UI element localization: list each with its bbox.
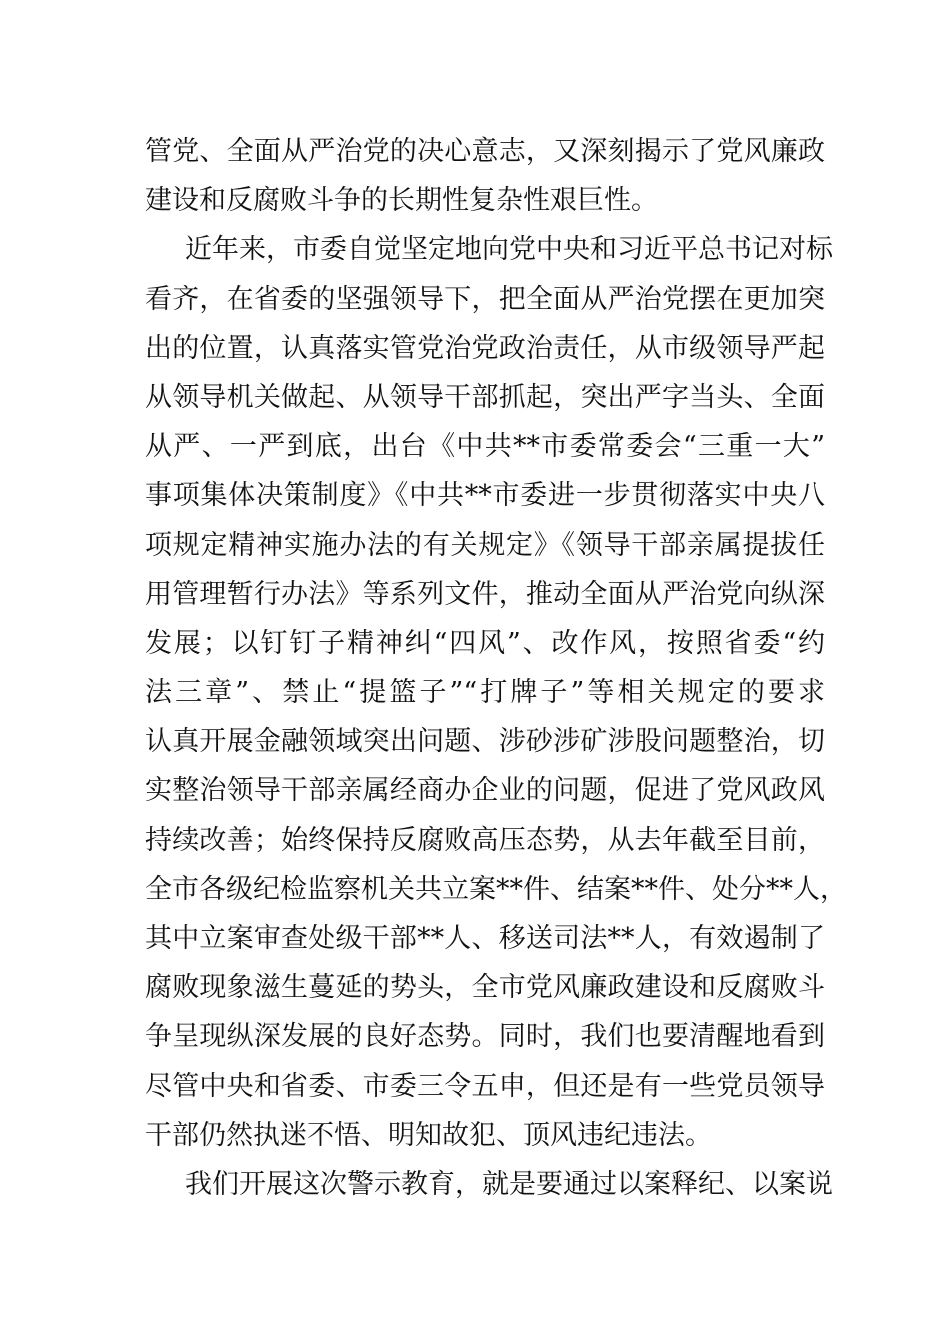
text-line: 从领导机关做起、从领导干部抓起，突出严字当头、全面 [145,381,825,413]
text-line: 实整治领导干部亲属经商办企业的问题，促进了党风政风 [145,775,825,807]
text-line: 出的位置，认真落实管党治党政治责任，从市级领导严起 [145,332,825,364]
text-line: 尽管中央和省委、市委三令五申，但还是有一些党员领导 [145,1070,825,1102]
text-line: 管党、全面从严治党的决心意志，又深刻揭示了党风廉政 [145,136,825,167]
text-line: 腐败现象滋生蔓延的势头，全市党风廉政建设和反腐败斗 [145,972,825,1004]
text-line: 事项集体决策制度》《中共**市委进一步贯彻落实中央八 [145,480,825,512]
text-line: 认真开展金融领域突出问题、涉砂涉矿涉股问题整治，切 [145,726,825,758]
text-line: 持续改善；始终保持反腐败高压态势，从去年截至目前， [145,824,825,856]
text-line: 法三章”、禁止“提篮子”“打牌子”等相关规定的要求 [145,677,825,709]
text-line: 从严、一严到底，出台《中共**市委常委会“三重一大” [145,431,825,463]
text-line: 其中立案审查处级干部**人、移送司法**人，有效遏制了 [145,923,825,954]
paragraph-first-line: 我们开展这次警示教育，就是要通过以案释纪、以案说 [185,1168,833,1200]
text-line: 争呈现纵深发展的良好态势。同时，我们也要清醒地看到 [145,1021,825,1053]
text-line: 用管理暂行办法》等系列文件，推动全面从严治党向纵深 [145,578,825,610]
text-line: 看齐，在省委的坚强领导下，把全面从严治党摆在更加突 [145,283,825,315]
paragraph-first-line: 近年来，市委自觉坚定地向党中央和习近平总书记对标 [185,234,833,266]
text-line: 项规定精神实施办法的有关规定》《领导干部亲属提拔任 [145,529,825,561]
text-line: 建设和反腐败斗争的长期性复杂性艰巨性。 [145,185,658,217]
text-line: 发展；以钉钉子精神纠“四风”、改作风，按照省委“约 [145,627,825,659]
text-line: 全市各级纪检监察机关共立案**件、结案**件、处分**人， [145,873,847,905]
body-text [145,127,847,1209]
text-line: 干部仍然执迷不悟、明知故犯、顶风违纪违法。 [145,1119,712,1151]
